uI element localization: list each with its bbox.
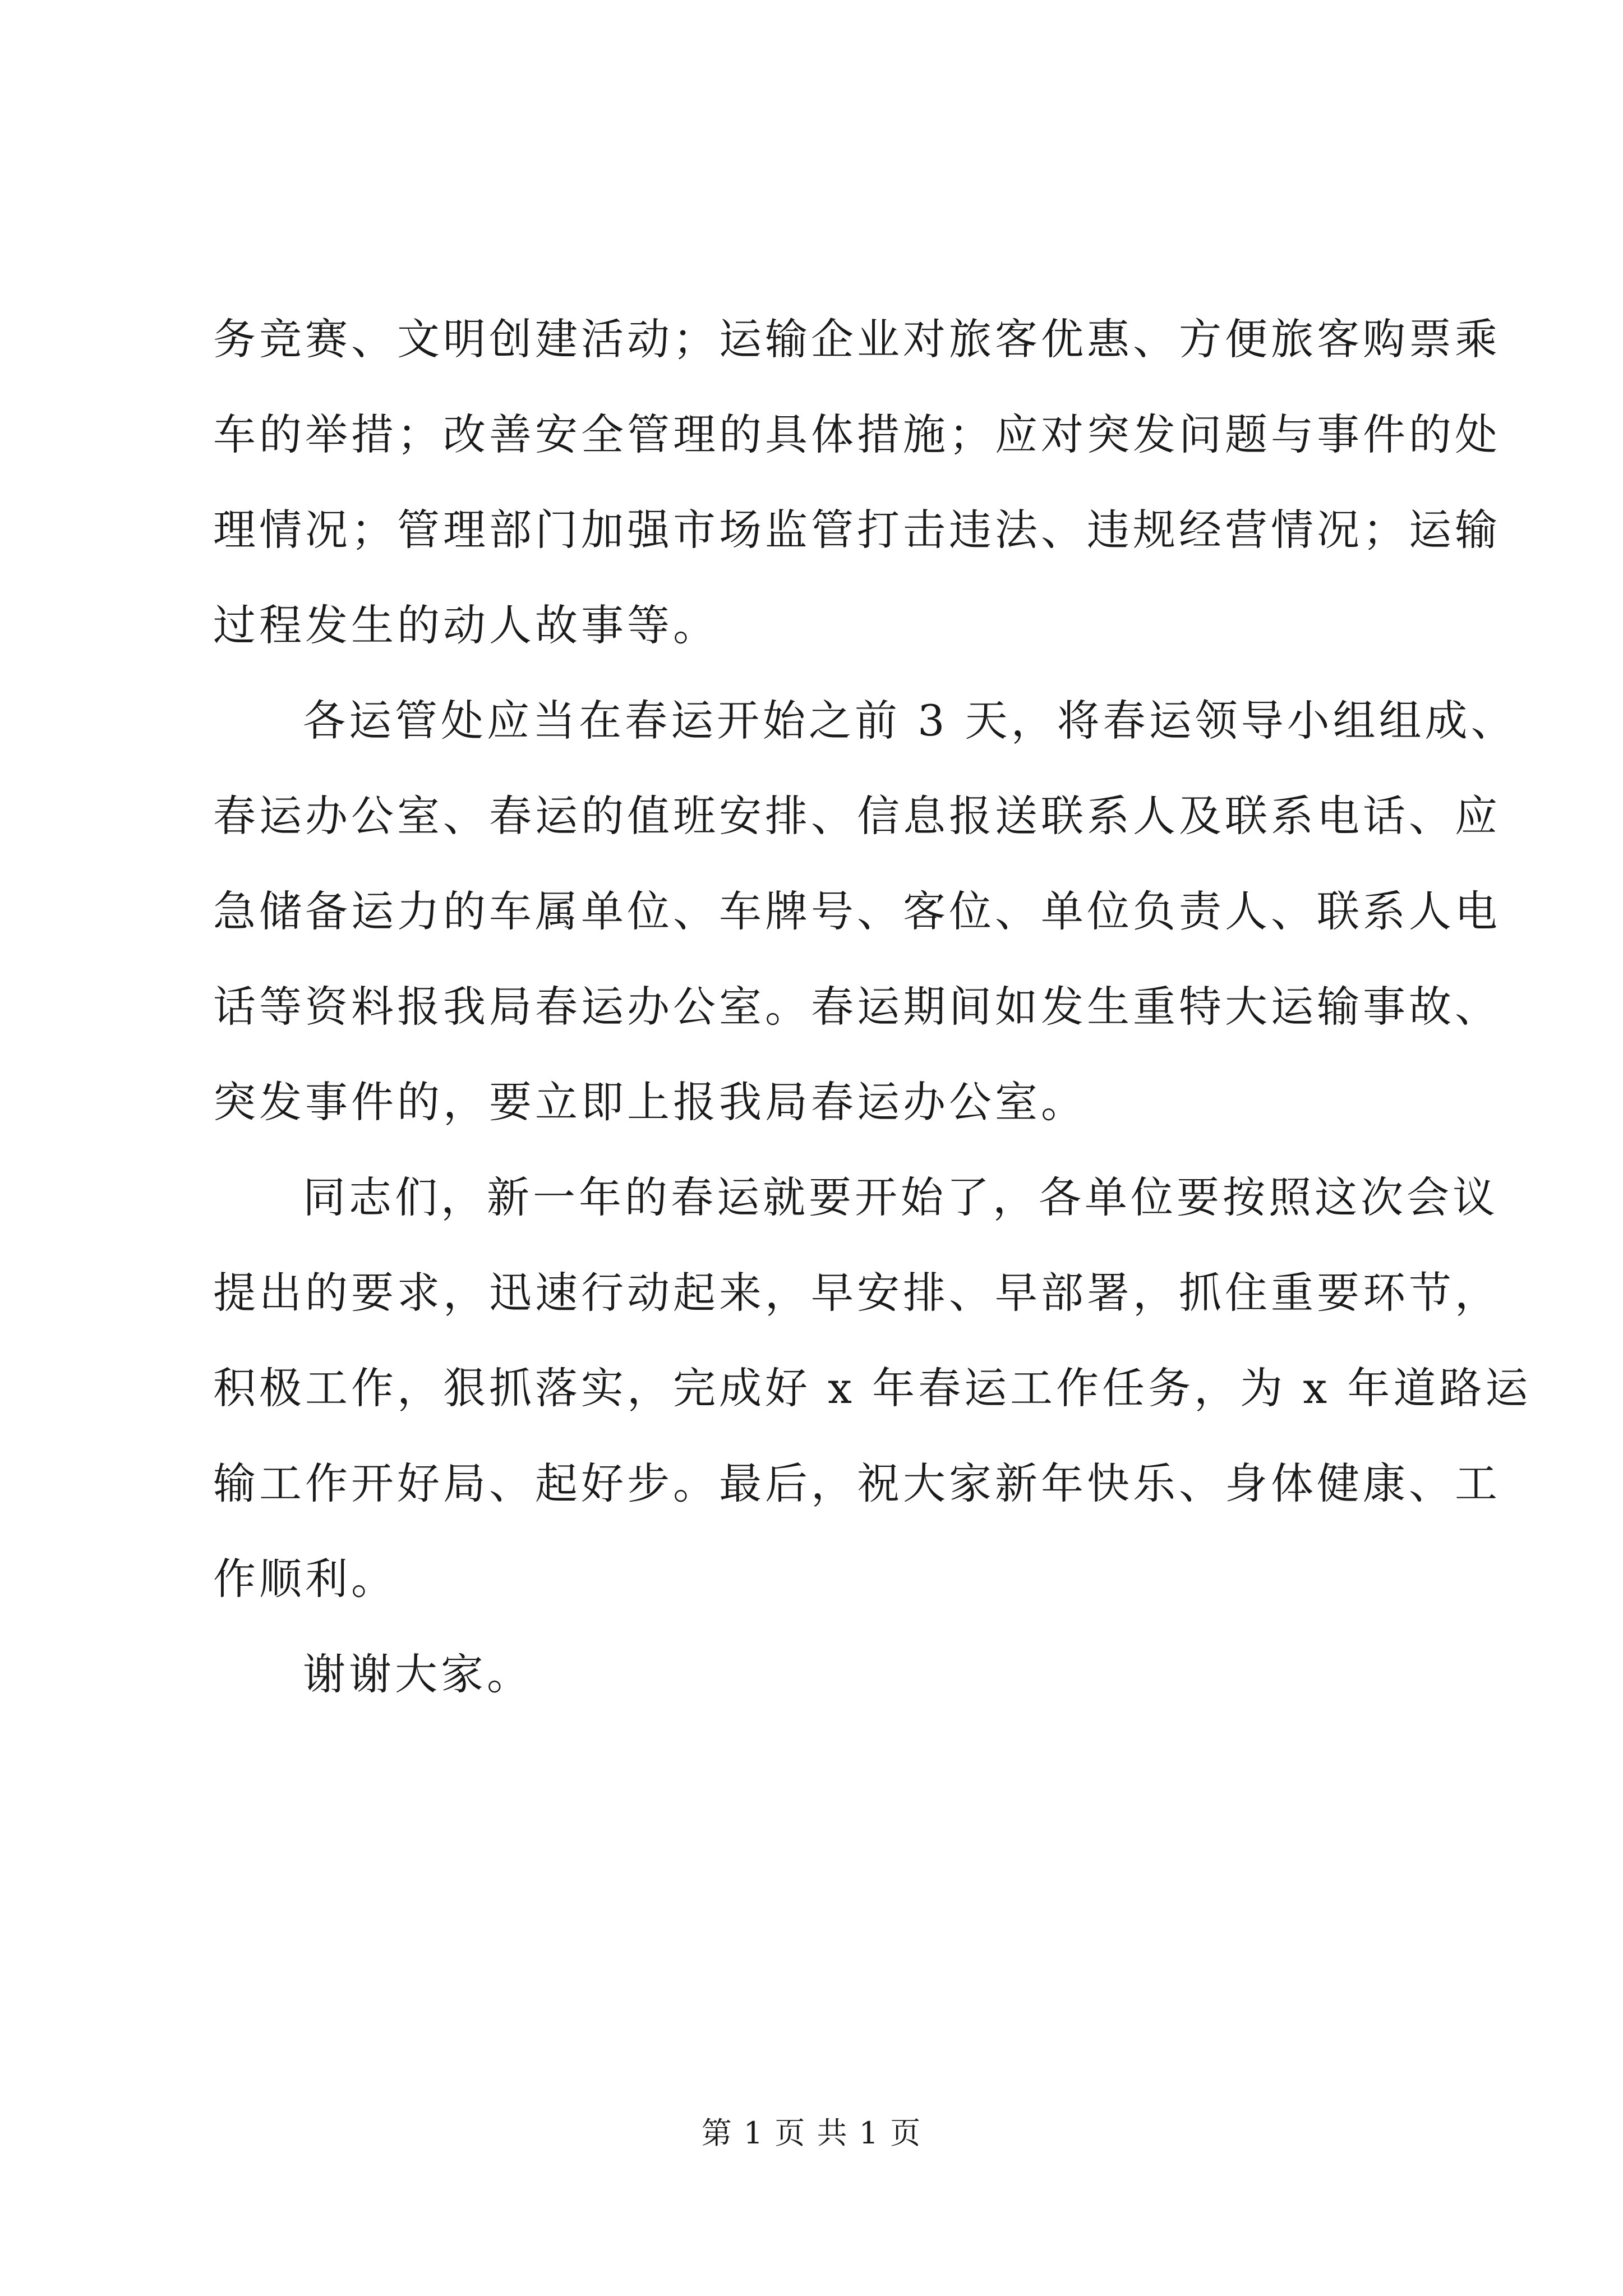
text-line: 作顺利。 (213, 1554, 397, 1604)
text-line: 理情况；管理部门加强市场监管打击违法、违规经营情况；运输 (213, 505, 1501, 555)
paragraph (213, 1150, 1532, 1627)
text-line: 春运办公室、春运的值班安排、信息报送联系人及联系电话、应 (213, 791, 1501, 841)
document-body (213, 292, 1532, 1722)
text-line: 突发事件的，要立即上报我局春运办公室。 (213, 1077, 1087, 1127)
text-line: 急储备运力的车属单位、车牌号、客位、单位负责人、联系人电 (213, 886, 1501, 936)
text-line: 各运管处应当在春运开始之前 3 天，将春运领导小组组成、 (303, 696, 1517, 746)
text-line: 输工作开好局、起好步。最后，祝大家新年快乐、身体健康、工 (213, 1458, 1501, 1508)
text-line: 同志们，新一年的春运就要开始了，各单位要按照这次会议 (303, 1172, 1498, 1222)
text-line: 务竞赛、文明创建活动；运输企业对旅客优惠、方便旅客购票乘 (213, 314, 1501, 364)
text-line: 话等资料报我局春运办公室。春运期间如发生重特大运输事故、 (213, 982, 1501, 1032)
paragraph (213, 1627, 1430, 1722)
text-line: 过程发生的动人故事等。 (213, 600, 719, 650)
paragraph (213, 673, 1517, 1150)
page-footer: 第 1 页 共 1 页 (701, 2115, 922, 2151)
paragraph (213, 292, 1501, 673)
text-line: 谢谢大家。 (303, 1649, 533, 1699)
text-line: 提出的要求，迅速行动起来，早安排、早部署，抓住重要环节， (213, 1268, 1501, 1318)
text-line: 积极工作，狠抓落实，完成好 x 年春运工作任务，为 x 年道路运 (213, 1363, 1532, 1413)
text-line: 车的举措；改善安全管理的具体措施；应对突发问题与事件的处 (213, 409, 1501, 459)
